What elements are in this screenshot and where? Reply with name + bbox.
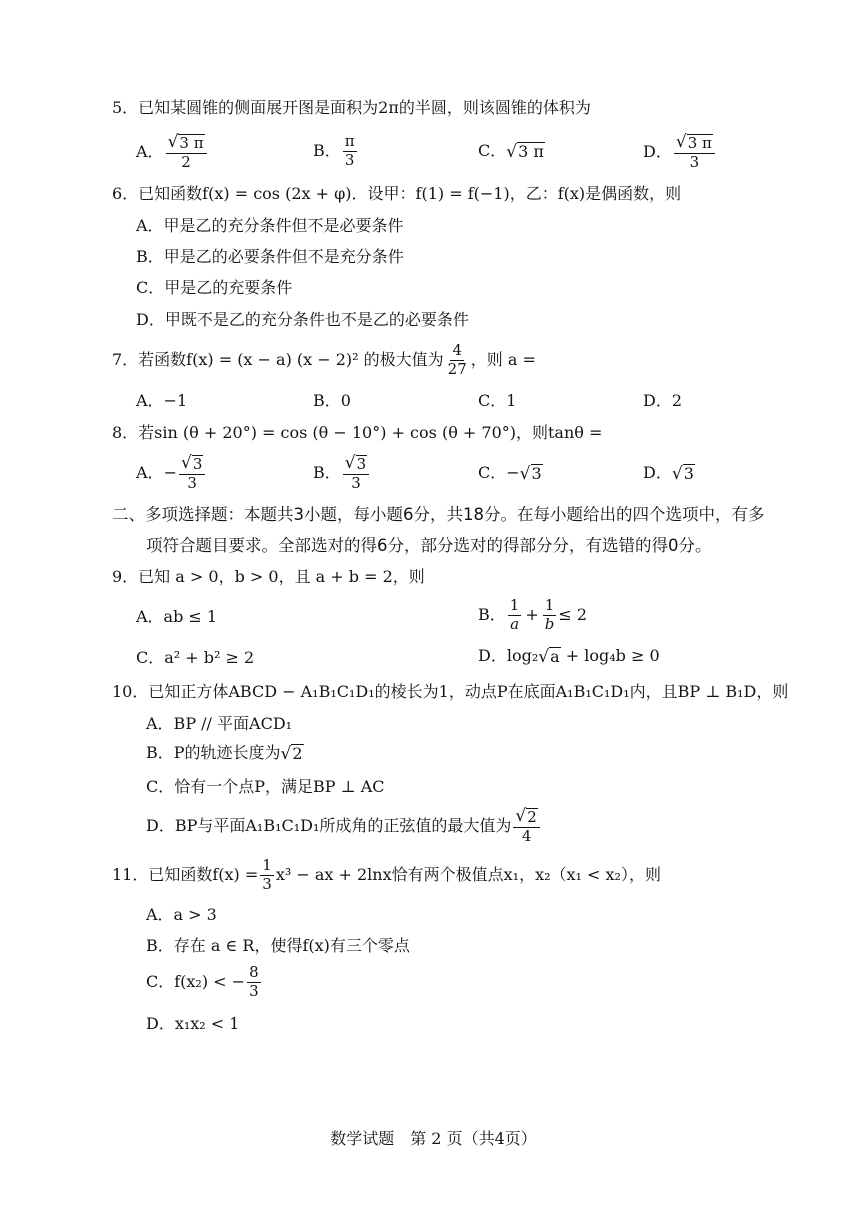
radical-sign-icon: √ <box>167 132 179 152</box>
q10-option-b <box>146 744 304 763</box>
q6-option-b: B．甲是乙的必要条件但不是充分条件 <box>136 247 404 266</box>
q5-option-b <box>313 134 359 169</box>
q11-option-d: D．x₁x₂ < 1 <box>146 1014 240 1033</box>
q6-option-a: A．甲是乙的充分条件但不是必要条件 <box>136 216 404 235</box>
radical-sign-icon: √ <box>671 463 683 484</box>
sqrt-expression: √ 3 <box>671 463 694 484</box>
q8-stem: 8．若sin (θ + 20°) = cos (θ − 10°) + cos (θ + 70°)，则tanθ = <box>112 423 603 442</box>
q5-option-d <box>643 134 717 171</box>
sqrt-expression: √ 3 <box>519 463 542 484</box>
q9-option-d <box>478 647 660 666</box>
fraction-numerator: 8 <box>249 963 259 981</box>
fraction-numerator: 4 <box>452 341 462 359</box>
q7-option-a: A．−1 <box>136 391 188 410</box>
page-footer: 数学试题 第 2 页（共4页） <box>330 1129 537 1148</box>
q10-option-d <box>146 808 542 845</box>
fraction <box>674 134 715 171</box>
q8-option-d <box>643 464 695 483</box>
fraction-denominator: 3 <box>249 981 259 1000</box>
q11-option-b: B．存在 a ∈ R，使得f(x)有三个零点 <box>146 936 410 955</box>
option-text: C．f(x₂) < − <box>146 972 246 992</box>
fraction-denominator: 3 <box>344 150 355 169</box>
q8-option-c <box>478 464 543 483</box>
radical-sign-icon: √ <box>675 132 687 152</box>
fraction-denominator: 3 <box>689 152 700 171</box>
q11-option-a: A．a > 3 <box>146 905 217 924</box>
option-text: D．BP与平面A₁B₁C₁D₁所成角的正弦值的最大值为 <box>146 816 512 836</box>
sqrt-expression: √ a <box>538 646 560 667</box>
q9-option-a: A．ab ≤ 1 <box>136 607 218 626</box>
fraction <box>260 858 274 893</box>
minus-sign: − <box>163 463 177 483</box>
q8-option-a <box>136 455 207 492</box>
sqrt-expression: √ 3 <box>344 453 367 474</box>
q10-option-c: C．恰有一个点P，满足BP ⊥ AC <box>146 777 385 796</box>
q9-option-c: C．a² + b² ≥ 2 <box>136 648 255 667</box>
option-label: B． <box>313 141 341 161</box>
option-label: B． <box>478 605 506 625</box>
fraction-denominator: 2 <box>181 152 191 171</box>
q7-option-d: D．2 <box>643 391 683 410</box>
fraction <box>179 455 205 492</box>
radical-sign-icon: √ <box>280 743 292 764</box>
q11-option-c <box>146 965 263 1000</box>
option-label: A． <box>136 142 164 162</box>
option-label: B． <box>313 463 341 483</box>
option-label: C． <box>478 141 507 161</box>
fraction <box>446 343 469 378</box>
stem-text: x³ − ax + 2lnx恰有两个极值点x₁，x₂（x₁ < x₂），则 <box>275 865 661 885</box>
q11-stem <box>112 858 661 893</box>
fraction-numerator: 1 <box>262 856 272 874</box>
radical-sign-icon: √ <box>506 141 518 162</box>
fraction-denominator: 3 <box>262 874 272 893</box>
stem-text: 7．若函数f(x) = (x − a) (x − 2)² 的极大值为 <box>112 350 444 370</box>
fraction: $\frac{1}{a}$ <box>509 596 520 633</box>
radical-sign-icon: √ <box>515 806 527 826</box>
fraction-denominator: 3 <box>351 473 361 492</box>
fraction: $\frac{1}{b}$ <box>544 596 555 633</box>
q5-option-c <box>478 142 545 161</box>
option-label: D． <box>643 463 672 483</box>
minus-sign: − <box>506 463 520 483</box>
q6-option-d: D．甲既不是乙的充分条件也不是乙的必要条件 <box>136 310 469 329</box>
log-base-two: log₂ <box>506 646 539 666</box>
sqrt-expression: √ 3 <box>180 453 203 474</box>
radical-sign-icon: √ <box>519 463 531 484</box>
radical-sign-icon: √ <box>538 646 550 667</box>
sqrt-expression: √ 3 π <box>167 132 204 153</box>
q6-option-c: C．甲是乙的充要条件 <box>136 278 293 297</box>
fraction-denominator: 3 <box>187 473 197 492</box>
radical-sign-icon: √ <box>344 453 356 473</box>
fraction <box>166 134 207 171</box>
section-instructions: 项符合题目要求。全部选对的得6分，部分选对的得部分分，有选错的得0分。 <box>146 536 712 555</box>
q5-option-a <box>136 134 209 171</box>
fraction <box>343 455 369 492</box>
q9-stem: 9．已知 a > 0，b > 0，且 a + b = 2，则 <box>112 567 425 586</box>
fraction <box>247 965 261 1000</box>
q10-stem: 10．已知正方体ABCD − A₁B₁C₁D₁的棱长为1，动点P在底面A₁B₁C₁D₁内，且BP ⊥ B₁D，则 <box>112 682 789 701</box>
sqrt-expression: √ 3 π <box>675 132 712 153</box>
sqrt-expression: √ 2 <box>515 806 537 827</box>
sqrt-expression: √ 2 <box>280 743 303 764</box>
option-label: D． <box>478 646 507 666</box>
q6-stem: 6．已知函数f(x) = cos (2x + φ)．设甲：f(1) = f(−1)，乙：f(x)是偶函数，则 <box>112 184 682 203</box>
radical-sign-icon: √ <box>180 453 192 473</box>
stem-text: 11．已知函数f(x) = <box>112 865 259 885</box>
fraction <box>513 808 539 845</box>
fraction-denominator: 27 <box>447 359 467 378</box>
option-label: A． <box>136 463 164 483</box>
section-heading: 二、多项选择题：本题共3小题，每小题6分，共18分。在每小题给出的四个选项中，有多 <box>112 505 765 524</box>
log-tail: + log₄b ≥ 0 <box>560 646 660 666</box>
q5-stem: 5．已知某圆锥的侧面展开图是面积为2π的半圆，则该圆锥的体积为 <box>112 98 591 117</box>
fraction-numerator: π <box>344 132 355 150</box>
inequality-tail: ≤ 2 <box>558 605 587 625</box>
q7-option-b: B．0 <box>313 391 351 410</box>
q10-option-a: A．BP // 平面ACD₁ <box>146 714 293 733</box>
q7-option-c: C．1 <box>478 391 517 410</box>
q8-option-b <box>313 455 371 492</box>
option-label: C． <box>478 463 507 483</box>
fraction <box>343 134 357 169</box>
stem-text: ，则 a = <box>470 350 536 370</box>
sqrt-expression: √ 3 π <box>506 141 544 162</box>
q7-stem <box>112 343 536 378</box>
q9-option-b: B． $\frac{1}{a}$ + $\frac{1}{b}$ ≤ 2 <box>478 596 587 633</box>
fraction-denominator: 4 <box>521 826 532 845</box>
option-label: D． <box>643 142 672 162</box>
option-text: B．P的轨迹长度为 <box>146 743 281 763</box>
